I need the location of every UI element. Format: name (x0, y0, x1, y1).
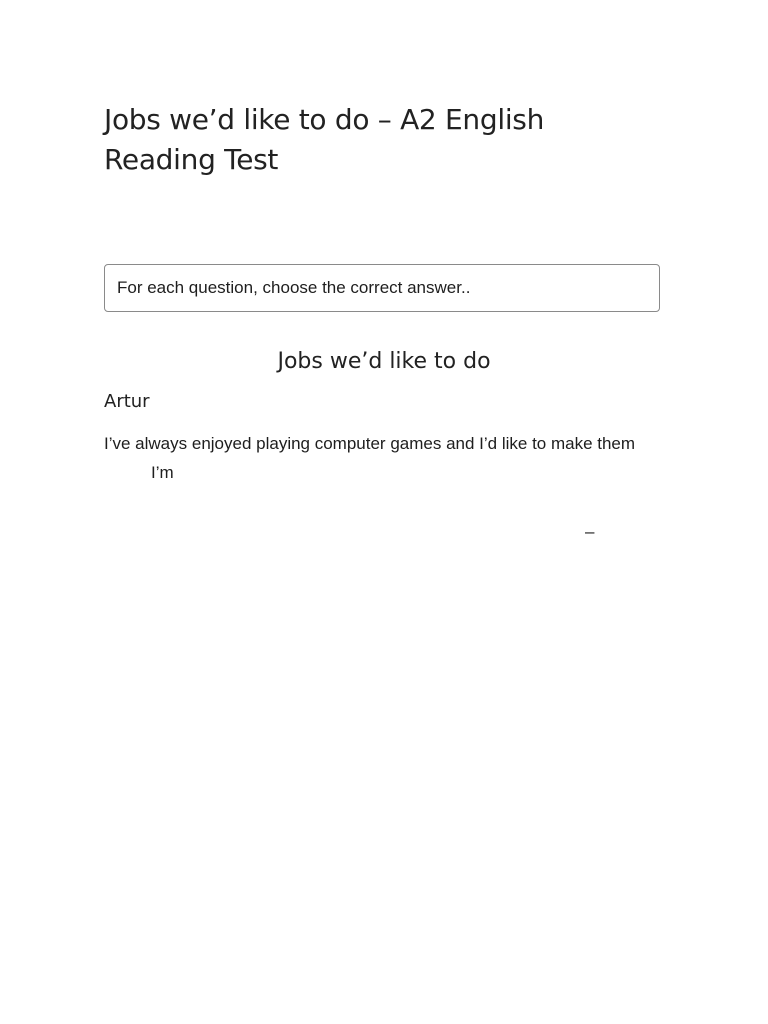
person-name: Artur (104, 391, 150, 412)
paragraph-line: I’ve always enjoyed playing computer games and I’d like to make them (104, 434, 636, 453)
instruction-box (104, 264, 660, 312)
article-heading: Jobs we’d like to do (277, 349, 491, 374)
page-title: Jobs we’d like to do – A2 English Reading Test (104, 103, 545, 176)
paragraph-line-continuation: I’m (151, 463, 174, 482)
instruction-text: For each question, choose the correct answer.. (117, 278, 471, 297)
text-fragment-dash: – (585, 522, 595, 541)
